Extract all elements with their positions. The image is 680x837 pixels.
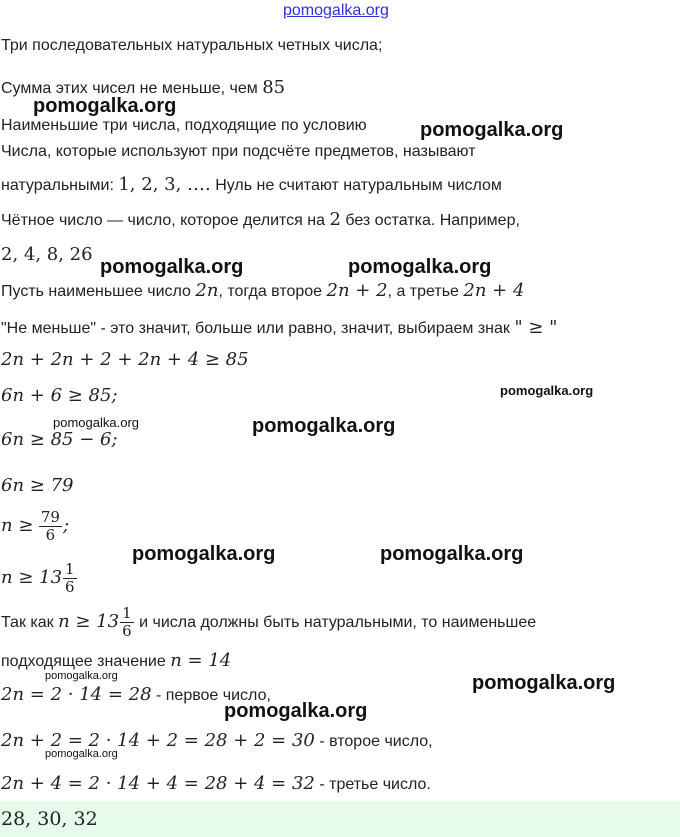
denominator: 6: [65, 578, 75, 597]
definition-natural-1: Числа, которые используют при подсчёте предметов, называют: [1, 143, 476, 160]
definition-even: [1, 210, 520, 231]
math-2: 2: [329, 209, 341, 230]
fraction-79-6: [39, 509, 62, 544]
question-line: Наименьшие три числа, подходящие по условию: [1, 117, 367, 134]
fraction-1-6: [63, 561, 77, 596]
text: , а третье: [387, 283, 464, 300]
watermark: pomogalka.org: [420, 119, 564, 141]
numerator: 79: [40, 508, 60, 527]
top-watermark-link[interactable]: pomogalka.org: [283, 2, 389, 19]
watermark: pomogalka.org: [348, 256, 492, 278]
smallest-value-line: [1, 651, 231, 672]
watermark: pomogalka.org: [53, 415, 139, 430]
text: - третье число.: [314, 776, 431, 793]
text: Чётное число — число, которое делится на: [1, 212, 330, 229]
answer-box: [0, 801, 680, 837]
fraction-1-6: [120, 605, 134, 640]
math-first: 2n = 2 · 14 = 28: [1, 684, 152, 705]
text: и числа должны быть натуральными, то наименьшее: [134, 614, 537, 631]
answer-value: 28, 30, 32: [1, 808, 98, 830]
math-2n: 2n: [195, 280, 219, 301]
inequality-3: 6n ≥ 85 − 6;: [1, 429, 118, 450]
text: Так как: [1, 614, 59, 631]
text: - первое число,: [151, 687, 271, 704]
watermark: pomogalka.org: [224, 700, 368, 722]
let-smallest-line: [1, 281, 524, 302]
text: Пусть наименьшее число: [1, 283, 196, 300]
text: Нуль не считают натуральным числом: [210, 177, 502, 194]
inequality-2: 6n + 6 ≥ 85;: [1, 385, 118, 406]
text: натуральными:: [1, 177, 119, 194]
third-number-line: [1, 774, 431, 795]
inequality-4: 6n ≥ 79: [1, 475, 74, 496]
watermark: pomogalka.org: [45, 670, 118, 682]
watermark: pomogalka.org: [472, 672, 616, 694]
text: - второе число,: [314, 733, 433, 750]
math-geq-sign: " ≥ ": [514, 317, 558, 338]
inequality-5: [1, 500, 69, 553]
text: , тогда второе: [218, 283, 327, 300]
math-n-geq-13: n ≥ 13: [1, 567, 63, 588]
numerator: 1: [122, 604, 132, 623]
math-2n-plus-4: 2n + 4: [463, 280, 525, 301]
math-n-geq-13: n ≥ 13: [58, 611, 120, 632]
denominator: 6: [45, 526, 56, 545]
even-examples: 2, 4, 8, 26: [1, 244, 93, 265]
denominator: 6: [122, 622, 132, 641]
watermark: pomogalka.org: [380, 543, 524, 565]
math-n-eq-14: n = 14: [170, 650, 232, 671]
watermark: pomogalka.org: [132, 543, 276, 565]
statement-line-1: Три последовательных натуральных четных числа;: [1, 37, 383, 54]
text: без остатка. Например,: [340, 212, 520, 229]
semicolon: ;: [62, 515, 70, 536]
inequality-1: 2n + 2n + 2 + 2n + 4 ≥ 85: [1, 349, 249, 370]
math-second: 2n + 2 = 2 · 14 + 2 = 28 + 2 = 30: [1, 730, 315, 751]
watermark: pomogalka.org: [45, 748, 118, 760]
statement-text: Сумма этих чисел не меньше, чем: [1, 80, 263, 97]
text: подходящее значение: [1, 653, 171, 670]
not-less-line: [1, 318, 557, 339]
math-n-geq: n ≥: [1, 515, 34, 536]
math-third: 2n + 4 = 2 · 14 + 4 = 28 + 4 = 32: [1, 773, 315, 794]
text: "Не меньше" - это значит, больше или равно, значит, выбираем знак: [1, 320, 515, 337]
math-natural-list: 1, 2, 3, ….: [118, 174, 211, 195]
since-line: [1, 596, 536, 649]
watermark: pomogalka.org: [252, 415, 396, 437]
watermark: pomogalka.org: [33, 95, 177, 117]
watermark: pomogalka.org: [500, 383, 594, 398]
definition-natural-2: [1, 175, 502, 196]
watermark: pomogalka.org: [100, 256, 244, 278]
math-85: 85: [262, 77, 286, 98]
numerator: 1: [65, 560, 75, 579]
math-2n-plus-2: 2n + 2: [326, 280, 388, 301]
